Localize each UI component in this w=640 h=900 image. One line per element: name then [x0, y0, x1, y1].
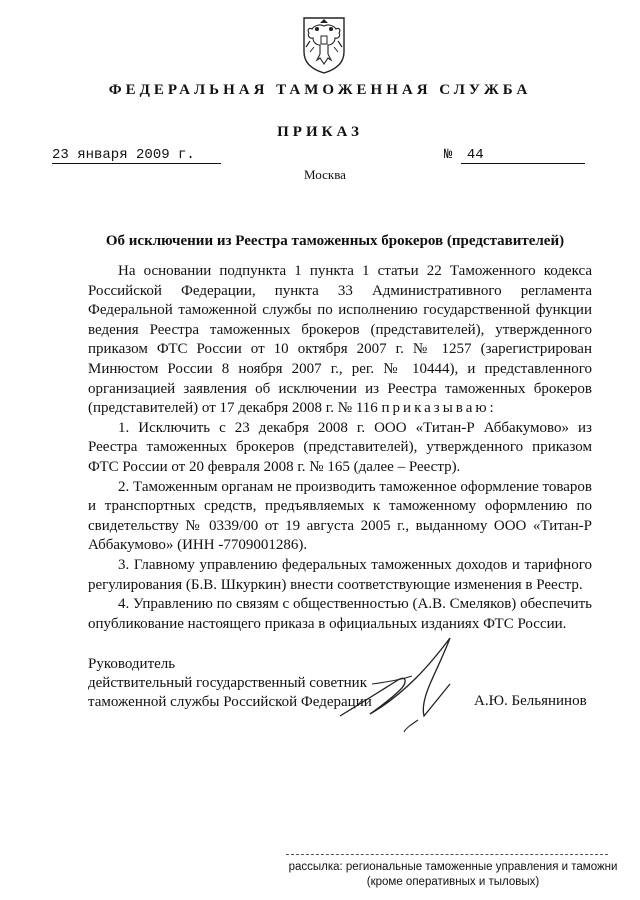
emblem-icon: [296, 14, 352, 74]
document-type: ПРИКАЗ: [277, 124, 363, 140]
preamble-text: На основании подпункта 1 пункта 1 статьи 22 Таможенного кодекса Российской Федерации, пункта 33 Административного регламента Федеральной таможенной службы по исполнению государственной функции ведения Реестра таможенных брокеров (представителей), утвержденного приказом ФТС России от 10 октября 2007 г. № 1257 (зарегистрирован Минюстом России 8 ноября 2007 г., рег. № 10444), и представленного организацией заявления об исключении из Реестра таможенных брокеров (представителей) от 17 декабря 2008 г. № 116: [88, 263, 592, 417]
order-date: 23 января 2009 г.: [52, 147, 221, 164]
order-number: 44: [461, 147, 585, 164]
signature-icon: [320, 624, 500, 734]
distribution-divider: [286, 854, 608, 855]
preamble-paragraph: [88, 262, 592, 419]
document-title: Об исключении из Реестра таможенных брокеров (представителей): [105, 233, 565, 249]
order-item: 2. Таможенным органам не производить таможенное оформление товаров и транспортных средств, предъявляемых к таможенному оформлению по свидетельству № 0339/00 от 19 августа 2005 г., выданному ООО «Титан-Р Аббакумово» (ИНН -7709001286).: [88, 478, 592, 554]
signer-position-line: действительный государственный советник: [88, 675, 368, 691]
signer-position-line: Руководитель: [88, 656, 176, 672]
order-number-field: [444, 147, 585, 164]
city: Москва: [304, 167, 346, 182]
order-item: 4. Управлению по связям с общественностью (А.В. Смеляков) обеспечить опубликование настоящего приказа в официальных изданиях ФТС России.: [88, 596, 592, 632]
order-word: приказываю:: [381, 400, 497, 417]
order-item: 1. Исключить с 23 декабря 2008 г. ООО «Титан-Р Аббакумово» из Реестра таможенных брокеров (представителей), утвержденного приказом ФТС России от 20 февраля 2008 г. № 165 (далее – Реестр).: [88, 419, 592, 475]
signer-name: А.Ю. Бельянинов: [474, 693, 587, 709]
signer-position-line: таможенной службы Российской Федерации: [88, 694, 372, 710]
distribution-note: рассылка: региональные таможенные управления и таможни (кроме оперативных и тыловых): [288, 861, 618, 888]
agency-name: ФЕДЕРАЛЬНАЯ ТАМОЖЕННАЯ СЛУЖБА: [108, 82, 532, 98]
order-item: 3. Главному управлению федеральных таможенных доходов и тарифного регулирования (Б.В. Шкуркин) внести соответствующие изменения в Реестр.: [88, 556, 592, 593]
number-label: №: [444, 147, 453, 163]
document-body: [88, 262, 592, 634]
